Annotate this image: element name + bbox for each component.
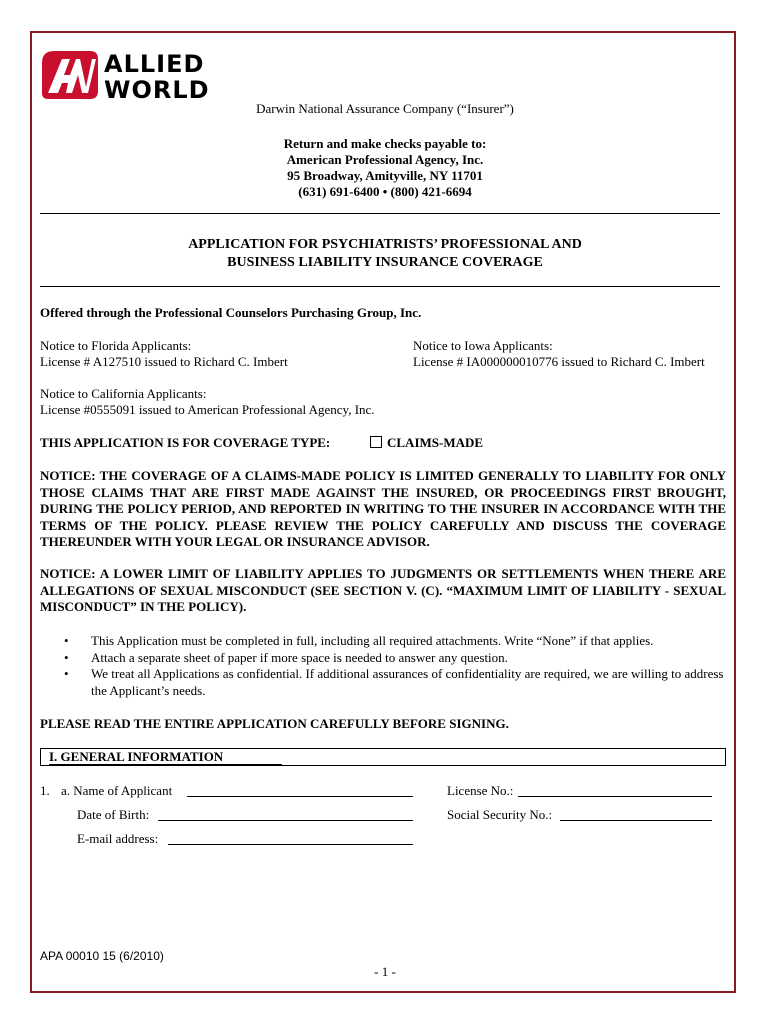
iowa-notice-heading: Notice to Iowa Applicants:: [413, 338, 553, 353]
claims-made-notice: NOTICE: THE COVERAGE OF A CLAIMS-MADE POLICY IS LIMITED GENERALLY TO LIABILITY FOR ONLY THOSE CLAIMS THAT ARE FIRST MADE AGAINST THE INSURED, OR PROCEEDINGS FIRST BROUGHT, DURING THE POLICY PERIOD, AND REPORTED IN WRITING TO THE INSURER IN ACCORDANCE WITH THE TERMS OF THE POLICY. PLEASE REVIEW THE POLICY CAREFULLY AND DISCUSS THE COVERAGE THEREUNDER WITH YOUR LEGAL OR INSURANCE ADVISOR.: [40, 468, 726, 549]
item-number: 1.: [40, 783, 50, 798]
list-item: [64, 666, 728, 699]
form-code: APA 00010 15 (6/2010): [40, 949, 164, 963]
ssn-field[interactable]: [560, 820, 712, 821]
bullet-icon: •: [64, 633, 69, 648]
instruction-text: We treat all Applications as confidential. If additional assurances of confidentiality are required, we are willing to address the Applicant’s needs.: [91, 666, 724, 698]
title-line-1: APPLICATION FOR PSYCHIATRISTS’ PROFESSIONAL AND: [188, 237, 582, 252]
title-line-2: BUSINESS LIABILITY INSURANCE COVERAGE: [227, 255, 543, 270]
california-license: License #0555091 issued to American Professional Agency, Inc.: [40, 402, 375, 417]
agency-address: 95 Broadway, Amityville, NY 11701: [287, 168, 483, 183]
florida-notice-heading: Notice to Florida Applicants:: [40, 338, 192, 353]
insurer-name: Darwin National Assurance Company (“Insurer”): [256, 101, 514, 116]
section-general-information: [40, 748, 726, 766]
instructions-list: [64, 633, 728, 699]
bullet-icon: •: [64, 649, 69, 665]
florida-license: License # A127510 issued to Richard C. Imbert: [40, 354, 288, 369]
read-carefully-notice: PLEASE READ THE ENTIRE APPLICATION CAREFULLY BEFORE SIGNING.: [40, 716, 509, 731]
applicant-name-field[interactable]: [187, 796, 413, 797]
allied-world-aw-logo-icon: [40, 47, 230, 103]
section-heading: I. GENERAL INFORMATION: [49, 749, 224, 764]
logo-brand-line2: WORLD: [104, 76, 210, 103]
agency-phones: (631) 691-6400 • (800) 421-6694: [298, 184, 472, 199]
license-number-label: License No.:: [447, 783, 514, 798]
page-number: - 1 -: [374, 964, 396, 979]
instruction-text: This Application must be completed in full, including all required attachments. Write “None” if that applies.: [91, 633, 654, 648]
date-of-birth-field[interactable]: [158, 820, 413, 821]
coverage-type-label: THIS APPLICATION IS FOR COVERAGE TYPE:: [40, 435, 331, 450]
agency-name: American Professional Agency, Inc.: [286, 152, 484, 167]
ssn-label: Social Security No.:: [447, 807, 553, 822]
bullet-icon: •: [64, 666, 69, 681]
section-heading-underline: [49, 764, 282, 765]
applicant-name-label: a. Name of Applicant: [61, 783, 173, 798]
instruction-text: Attach a separate sheet of paper if more space is needed to answer any question.: [91, 649, 508, 665]
list-item: [64, 633, 728, 650]
date-of-birth-label: Date of Birth:: [77, 807, 150, 822]
return-label: Return and make checks payable to:: [283, 136, 487, 151]
header-divider: [40, 213, 720, 214]
title-divider: [40, 286, 720, 287]
california-notice-heading: Notice to California Applicants:: [40, 386, 207, 401]
email-field[interactable]: [168, 844, 413, 845]
offered-through: Offered through the Professional Counselors Purchasing Group, Inc.: [40, 305, 422, 320]
iowa-license: License # IA000000010776 issued to Richard C. Imbert: [413, 354, 705, 369]
sexual-misconduct-notice: NOTICE: A LOWER LIMIT OF LIABILITY APPLIES TO JUDGMENTS OR SETTLEMENTS WHEN THERE ARE ALLEGATIONS OF SEXUAL MISCONDUCT (SEE SECTION V. (C). “MAXIMUM LIMIT OF LIABILITY - SEXUAL MISCONDUCT” IN THE POLICY).: [40, 566, 726, 614]
list-item: [64, 650, 728, 667]
license-number-field[interactable]: [518, 796, 712, 797]
email-label: E-mail address:: [77, 831, 159, 846]
logo-brand-line1: ALLIED: [104, 50, 205, 78]
claims-made-option: CLAIMS-MADE: [387, 435, 484, 450]
claims-made-checkbox[interactable]: [370, 436, 382, 448]
